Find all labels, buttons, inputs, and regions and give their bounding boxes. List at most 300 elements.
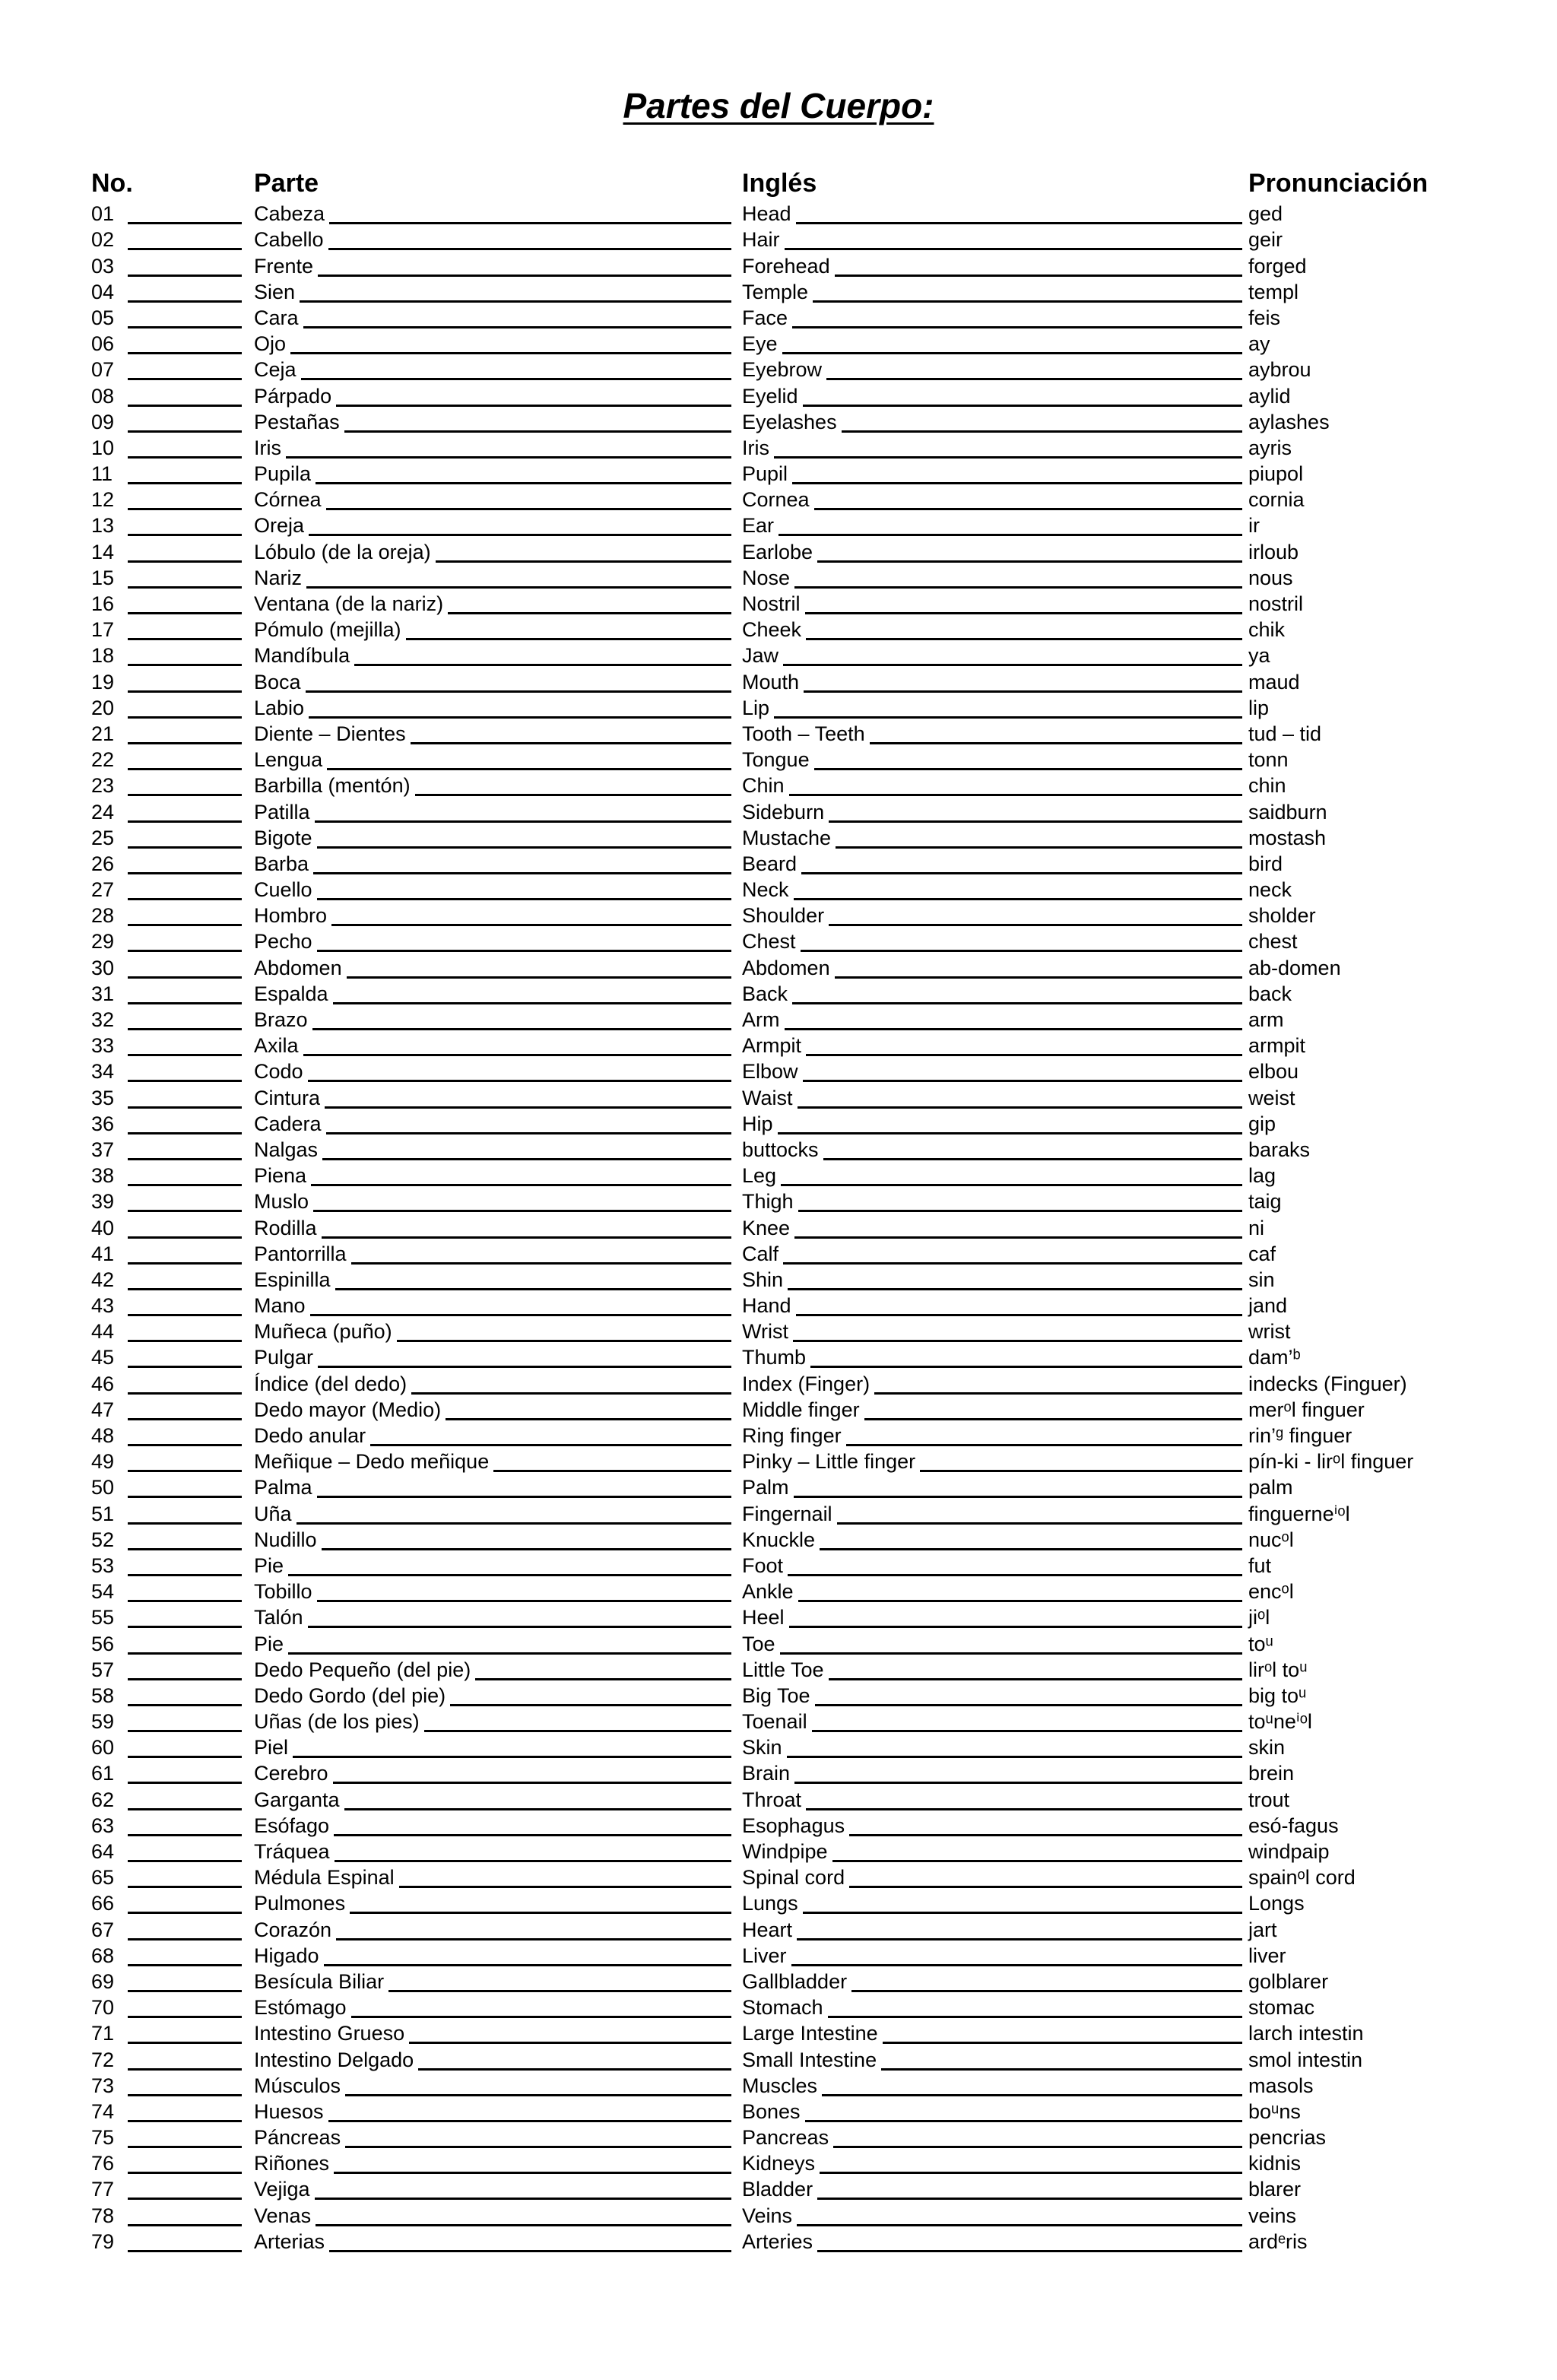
parte-blank-line: [411, 1392, 731, 1395]
ingles-text: Spinal cord: [742, 1866, 845, 1890]
row-number-text: 30: [91, 956, 115, 979]
ingles-blank-line: [796, 222, 1242, 224]
number-blank: [128, 852, 243, 878]
number-blank: [128, 904, 243, 930]
number-blank: [128, 592, 243, 618]
pronunciacion-cell: [1248, 1242, 1537, 1268]
ingles-cell: [742, 2152, 1244, 2178]
ingles-cell: [742, 2178, 1244, 2204]
table-row: [0, 488, 1557, 514]
ingles-cell: [742, 1658, 1244, 1684]
number-blank: [128, 436, 243, 462]
number-blank: [128, 2074, 243, 2100]
ingles-blank-line: [803, 405, 1242, 407]
ingles-cell: [742, 2230, 1244, 2256]
parte-blank-line: [310, 1314, 731, 1316]
number-blank: [128, 1554, 243, 1580]
table-row: [0, 930, 1557, 956]
pronunciacion-text: Longs: [1248, 1892, 1305, 1915]
parte-text: Cabeza: [254, 202, 325, 226]
number-blank: [128, 540, 243, 566]
pronunciacion-text: spainᵒl cord: [1248, 1866, 1356, 1890]
parte-cell: [254, 1060, 733, 1086]
parte-cell: [254, 488, 733, 514]
ingles-cell: [742, 1606, 1244, 1632]
number-blank: [128, 2100, 243, 2126]
number-blank-line: [128, 300, 242, 303]
pronunciacion-text: templ: [1248, 280, 1299, 303]
ingles-blank-line: [832, 1860, 1242, 1862]
pronunciacion-text: veins: [1248, 2204, 1297, 2227]
pronunciacion-cell: [1248, 1814, 1537, 1840]
pronunciacion-cell: [1248, 930, 1537, 956]
pronunciacion-cell: [1248, 618, 1537, 644]
ingles-text: Bones: [742, 2099, 801, 2123]
parte-text: Córnea: [254, 488, 322, 512]
number-blank-line: [128, 794, 242, 796]
number-blank-line: [128, 248, 242, 250]
ingles-text: Ankle: [742, 1580, 794, 1604]
table-row: [0, 1554, 1557, 1580]
row-number-cell: [91, 904, 128, 930]
parte-text: Nariz: [254, 566, 303, 589]
ingles-text: Knee: [742, 1216, 791, 1239]
ingles-text: Cornea: [742, 488, 810, 512]
ingles-cell: [742, 1762, 1244, 1788]
number-blank-line: [128, 274, 242, 277]
ingles-text: Thigh: [742, 1190, 794, 1214]
pronunciacion-text: tud – tid: [1248, 722, 1322, 745]
table-row: [0, 2230, 1557, 2256]
row-number-cell: [91, 774, 128, 800]
pronunciacion-cell: [1248, 488, 1537, 514]
parte-blank-line: [350, 1912, 731, 1914]
ingles-text: Foot: [742, 1553, 784, 1577]
pronunciacion-cell: [1248, 2022, 1537, 2048]
ingles-text: Arteries: [742, 2229, 813, 2253]
number-blank-line: [128, 1262, 242, 1265]
pronunciacion-text: ab-domen: [1248, 956, 1341, 979]
parte-blank-line: [344, 430, 731, 433]
row-number-text: 41: [91, 1242, 115, 1265]
row-number-cell: [91, 1242, 128, 1268]
pronunciacion-cell: [1248, 2126, 1537, 2152]
number-blank: [128, 1970, 243, 1996]
pronunciacion-cell: [1248, 1684, 1537, 1710]
pronunciacion-text: armpit: [1248, 1034, 1306, 1058]
ingles-text: Eyelid: [742, 384, 798, 408]
number-blank-line: [128, 1522, 242, 1525]
parte-cell: [254, 436, 733, 462]
row-number-cell: [91, 670, 128, 696]
parte-cell: [254, 2022, 733, 2048]
ingles-blank-line: [805, 612, 1242, 614]
number-blank-line: [128, 2146, 242, 2148]
table-row: [0, 982, 1557, 1008]
pronunciacion-cell: [1248, 1216, 1537, 1242]
parte-text: Huesos: [254, 2099, 324, 2123]
pronunciacion-cell: [1248, 1268, 1537, 1294]
parte-cell: [254, 540, 733, 566]
number-blank-line: [128, 2120, 242, 2122]
pronunciacion-cell: [1248, 1346, 1537, 1372]
pronunciacion-text: big toᵘ: [1248, 1683, 1307, 1707]
parte-blank-line: [322, 1548, 731, 1550]
ingles-text: Brain: [742, 1762, 791, 1785]
parte-text: Pulgar: [254, 1346, 314, 1369]
number-blank: [128, 2048, 243, 2074]
number-blank-line: [128, 2068, 242, 2071]
number-blank-line: [128, 1418, 242, 1420]
ingles-blank-line: [803, 1080, 1242, 1082]
ingles-text: Abdomen: [742, 956, 830, 979]
row-number-text: 05: [91, 306, 115, 329]
row-number-cell: [91, 462, 128, 488]
ingles-text: Toenail: [742, 1710, 807, 1734]
parte-cell: [254, 1580, 733, 1606]
row-number-cell: [91, 1424, 128, 1450]
row-number-cell: [91, 592, 128, 618]
number-blank-line: [128, 1782, 242, 1784]
pronunciacion-cell: [1248, 982, 1537, 1008]
parte-text: Índice (del dedo): [254, 1372, 407, 1395]
row-number-text: 12: [91, 488, 115, 512]
parte-blank-line: [397, 1340, 731, 1342]
row-number-cell: [91, 411, 128, 436]
ingles-cell: [742, 1372, 1244, 1398]
number-blank: [128, 488, 243, 514]
pronunciacion-text: gip: [1248, 1112, 1276, 1135]
pronunciacion-text: ni: [1248, 1216, 1265, 1239]
number-blank-line: [128, 1964, 242, 1966]
row-number-text: 77: [91, 2178, 115, 2201]
ingles-cell: [742, 2074, 1244, 2100]
pronunciacion-text: fut: [1248, 1553, 1272, 1577]
number-blank: [128, 1788, 243, 1814]
number-blank-line: [128, 1938, 242, 1940]
number-blank: [128, 878, 243, 904]
row-number-cell: [91, 2048, 128, 2074]
parte-cell: [254, 592, 733, 618]
table-row: [0, 228, 1557, 254]
ingles-blank-line: [792, 326, 1242, 328]
row-number-text: 65: [91, 1866, 115, 1890]
row-number-text: 02: [91, 228, 115, 252]
parte-text: Palma: [254, 1476, 312, 1499]
row-number-text: 26: [91, 852, 115, 875]
ingles-text: Forehead: [742, 254, 830, 278]
parte-text: Tobillo: [254, 1580, 312, 1604]
number-blank-line: [128, 612, 242, 614]
ingles-text: Leg: [742, 1164, 777, 1188]
parte-text: Muslo: [254, 1190, 309, 1214]
table-row: [0, 2100, 1557, 2126]
parte-text: Pupila: [254, 462, 312, 486]
pronunciacion-text: caf: [1248, 1242, 1276, 1265]
pronunciacion-text: palm: [1248, 1476, 1293, 1499]
ingles-text: Tongue: [742, 748, 810, 772]
ingles-cell: [742, 1788, 1244, 1814]
row-number-text: 27: [91, 878, 115, 902]
pronunciacion-text: windpaip: [1248, 1840, 1330, 1863]
parte-text: Bigote: [254, 826, 312, 849]
header-no: No.: [91, 169, 133, 198]
row-number-text: 74: [91, 2099, 115, 2123]
row-number-cell: [91, 722, 128, 748]
parte-cell: [254, 514, 733, 540]
ingles-text: Sideburn: [742, 800, 825, 823]
row-number-text: 61: [91, 1762, 115, 1785]
parte-blank-line: [288, 1652, 731, 1655]
pronunciacion-cell: [1248, 800, 1537, 826]
row-number-cell: [91, 697, 128, 722]
row-number-cell: [91, 1372, 128, 1398]
pronunciacion-text: forged: [1248, 254, 1307, 278]
row-number-text: 13: [91, 514, 115, 538]
row-number-text: 68: [91, 1944, 115, 1967]
pronunciacion-cell: [1248, 2204, 1537, 2229]
pronunciacion-cell: [1248, 1970, 1537, 1996]
number-blank: [128, 2152, 243, 2178]
ingles-blank-line: [789, 794, 1242, 796]
ingles-blank-line: [774, 716, 1242, 719]
row-number-text: 66: [91, 1892, 115, 1915]
row-number-text: 48: [91, 1424, 115, 1447]
parte-text: Espalda: [254, 982, 328, 1005]
parte-cell: [254, 1008, 733, 1034]
ingles-text: Little Toe: [742, 1658, 824, 1681]
ingles-blank-line: [849, 1886, 1242, 1888]
table-row: [0, 774, 1557, 800]
table-row: [0, 1190, 1557, 1216]
parte-blank-line: [311, 1184, 731, 1186]
ingles-blank-line: [820, 1548, 1242, 1550]
parte-text: Ojo: [254, 332, 287, 356]
ingles-cell: [742, 281, 1244, 306]
ingles-cell: [742, 1554, 1244, 1580]
ingles-text: Windpipe: [742, 1840, 828, 1863]
pronunciacion-cell: [1248, 358, 1537, 384]
parte-cell: [254, 2074, 733, 2100]
ingles-cell: [742, 982, 1244, 1008]
ingles-cell: [742, 1502, 1244, 1528]
number-blank-line: [128, 1288, 242, 1290]
parte-cell: [254, 306, 733, 332]
pronunciacion-text: ya: [1248, 644, 1270, 668]
table-row: [0, 956, 1557, 982]
row-number-text: 62: [91, 1788, 115, 1811]
table-row: [0, 2152, 1557, 2178]
ingles-text: Liver: [742, 1944, 787, 1967]
row-number-text: 57: [91, 1658, 115, 1681]
parte-blank-line: [493, 1470, 731, 1472]
ingles-cell: [742, 1996, 1244, 2022]
table-row: [0, 1866, 1557, 1892]
pronunciacion-text: irloub: [1248, 540, 1299, 563]
number-blank-line: [128, 1990, 242, 1992]
number-blank: [128, 411, 243, 436]
parte-cell: [254, 618, 733, 644]
row-number-text: 42: [91, 1268, 115, 1291]
ingles-text: Hip: [742, 1112, 773, 1135]
parte-text: Lengua: [254, 748, 323, 772]
row-number-text: 10: [91, 436, 115, 459]
number-blank: [128, 332, 243, 358]
ingles-cell: [742, 1944, 1244, 1970]
row-number-cell: [91, 1684, 128, 1710]
parte-blank-line: [406, 638, 731, 640]
pronunciacion-cell: [1248, 411, 1537, 436]
ingles-text: Middle finger: [742, 1398, 860, 1421]
ingles-blank-line: [814, 768, 1242, 770]
number-blank: [128, 514, 243, 540]
ingles-cell: [742, 254, 1244, 280]
row-number-cell: [91, 878, 128, 904]
ingles-blank-line: [794, 1496, 1242, 1498]
table-row: [0, 1918, 1557, 1944]
table-row: [0, 800, 1557, 826]
row-number-cell: [91, 228, 128, 254]
parte-blank-line: [345, 2146, 731, 2148]
number-blank-line: [128, 2172, 242, 2174]
ingles-cell: [742, 1632, 1244, 1658]
ingles-text: Toe: [742, 1632, 775, 1655]
number-blank: [128, 1996, 243, 2022]
table-row: [0, 1710, 1557, 1736]
row-number-cell: [91, 566, 128, 592]
ingles-blank-line: [785, 1028, 1243, 1030]
ingles-text: Hair: [742, 228, 780, 252]
pronunciacion-cell: [1248, 254, 1537, 280]
parte-cell: [254, 411, 733, 436]
parte-text: Dedo anular: [254, 1424, 366, 1447]
parte-blank-line: [313, 1210, 731, 1212]
table-row: [0, 1684, 1557, 1710]
parte-text: Dedo mayor (Medio): [254, 1398, 442, 1421]
ingles-cell: [742, 956, 1244, 982]
parte-cell: [254, 1372, 733, 1398]
parte-blank-line: [475, 1678, 731, 1680]
ingles-blank-line: [794, 898, 1242, 900]
parte-cell: [254, 1528, 733, 1554]
pronunciacion-cell: [1248, 1658, 1537, 1684]
number-blank-line: [128, 456, 242, 459]
row-number-text: 39: [91, 1190, 115, 1214]
number-blank: [128, 228, 243, 254]
parte-text: Ceja: [254, 358, 296, 382]
row-number-cell: [91, 488, 128, 514]
ingles-cell: [742, 1034, 1244, 1060]
ingles-cell: [742, 852, 1244, 878]
ingles-text: Large Intestine: [742, 2022, 878, 2045]
pronunciacion-text: chik: [1248, 618, 1286, 642]
parte-cell: [254, 1554, 733, 1580]
ingles-blank-line: [785, 248, 1242, 250]
table-row: [0, 1658, 1557, 1684]
pronunciacion-text: encᵒl: [1248, 1580, 1294, 1604]
row-number-text: 18: [91, 644, 115, 668]
ingles-cell: [742, 411, 1244, 436]
table-row: [0, 1476, 1557, 1502]
pronunciacion-cell: [1248, 2074, 1537, 2100]
row-number-cell: [91, 800, 128, 826]
ingles-cell: [742, 670, 1244, 696]
ingles-cell: [742, 1736, 1244, 1762]
row-number-cell: [91, 1840, 128, 1866]
ingles-text: Esophagus: [742, 1814, 845, 1837]
parte-blank-line: [290, 352, 731, 354]
row-number-cell: [91, 1606, 128, 1632]
pronunciacion-text: esó-fagus: [1248, 1814, 1339, 1837]
pronunciacion-cell: [1248, 1892, 1537, 1918]
number-blank-line: [128, 1574, 242, 1576]
ingles-text: Face: [742, 306, 788, 329]
ingles-blank-line: [796, 1314, 1242, 1316]
ingles-text: Thumb: [742, 1346, 807, 1369]
row-number-cell: [91, 1970, 128, 1996]
number-blank: [128, 827, 243, 852]
row-number-cell: [91, 1944, 128, 1970]
ingles-blank-line: [791, 1964, 1242, 1966]
pronunciacion-text: ged: [1248, 202, 1283, 226]
table-row: [0, 2048, 1557, 2074]
table-row: [0, 878, 1557, 904]
parte-blank-line: [325, 1106, 731, 1109]
pronunciacion-cell: [1248, 1008, 1537, 1034]
ingles-blank-line: [774, 456, 1242, 459]
pronunciacion-cell: [1248, 1476, 1537, 1502]
row-number-cell: [91, 1476, 128, 1502]
row-number-text: 35: [91, 1086, 115, 1109]
row-number-text: 25: [91, 826, 115, 849]
row-number-cell: [91, 202, 128, 228]
table-row: [0, 1788, 1557, 1814]
row-number-cell: [91, 358, 128, 384]
table-row: [0, 1398, 1557, 1424]
table-row: [0, 281, 1557, 306]
parte-text: Labio: [254, 696, 305, 719]
parte-cell: [254, 1840, 733, 1866]
ingles-cell: [742, 878, 1244, 904]
number-blank-line: [128, 560, 242, 563]
parte-blank-line: [351, 1262, 731, 1265]
parte-blank-line: [322, 1158, 731, 1160]
ingles-cell: [742, 202, 1244, 228]
parte-blank-line: [308, 1080, 731, 1082]
parte-text: Intestino Delgado: [254, 2048, 414, 2071]
table-row: [0, 722, 1557, 748]
pronunciacion-cell: [1248, 1502, 1537, 1528]
vocabulary-table: [0, 202, 1557, 2256]
parte-blank-line: [446, 1418, 731, 1420]
parte-cell: [254, 1268, 733, 1294]
table-row: [0, 748, 1557, 774]
row-number-text: 19: [91, 670, 115, 693]
pronunciacion-cell: [1248, 462, 1537, 488]
ingles-blank-line: [817, 2250, 1242, 2252]
parte-cell: [254, 827, 733, 852]
number-blank-line: [128, 1652, 242, 1655]
number-blank: [128, 1502, 243, 1528]
table-row: [0, 1060, 1557, 1086]
ingles-blank-line: [829, 820, 1242, 823]
number-blank-line: [128, 1444, 242, 1446]
parte-blank-line: [300, 300, 731, 303]
row-number-text: 17: [91, 618, 115, 642]
table-row: [0, 1892, 1557, 1918]
number-blank: [128, 644, 243, 670]
parte-text: Nudillo: [254, 1528, 317, 1551]
